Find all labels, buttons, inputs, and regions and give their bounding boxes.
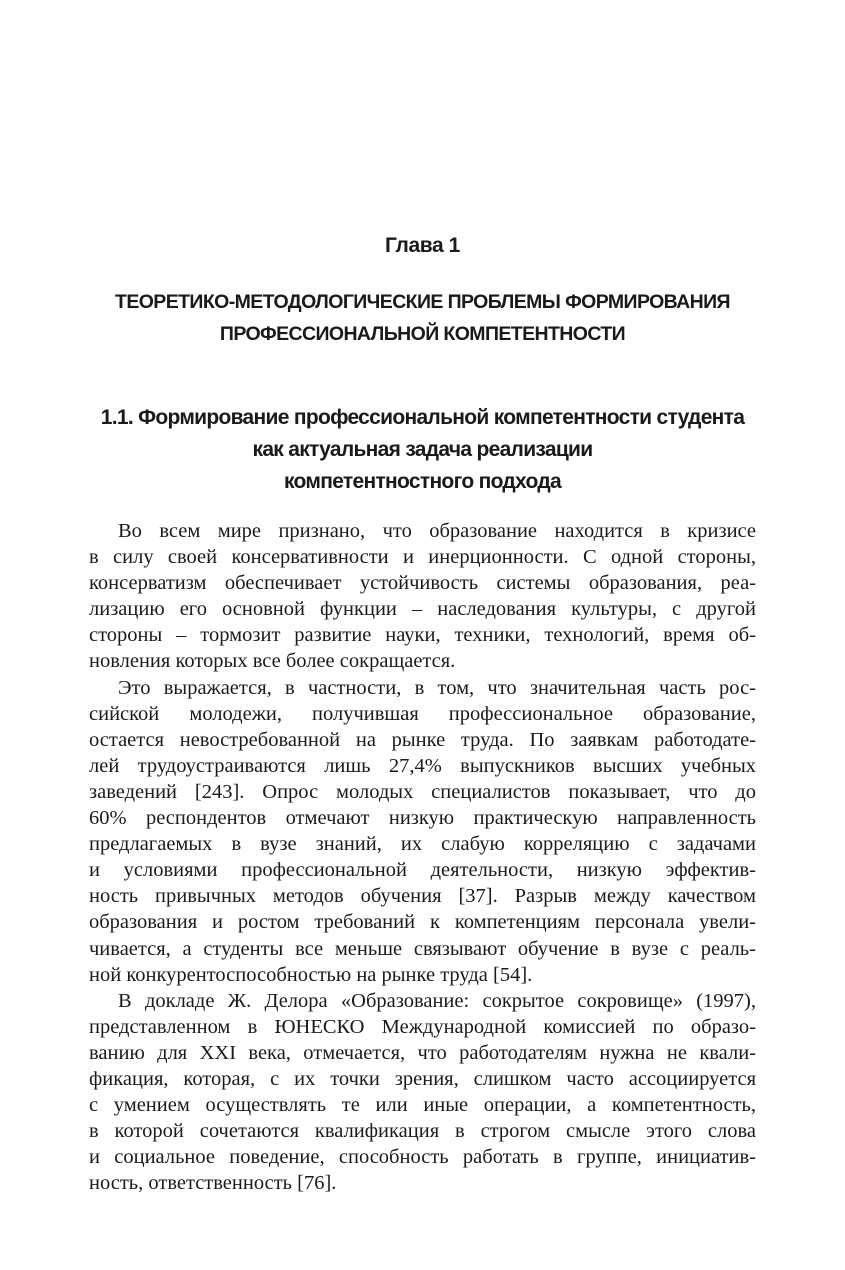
section-title <box>80 402 765 498</box>
text-line: с умением осуществлять те или иные операции, а компетентность, <box>89 1094 756 1117</box>
text-line: ванию для XXI века, отмечается, что работодателям нужна не квали- <box>89 1041 756 1064</box>
text-line: стороны – тормозит развитие науки, техники, технологий, время об- <box>89 624 756 647</box>
chapter-label: Глава 1 <box>385 234 460 257</box>
text-line: чивается, а студенты все меньше связывают обучение в вузе с реаль- <box>89 937 756 960</box>
chapter-title <box>80 286 765 350</box>
text-line: лей трудоустраиваются лишь 27,4% выпускников высших учебных <box>89 754 756 777</box>
paragraph <box>89 988 756 1197</box>
text-line: фикация, которая, с их точки зрения, слишком часто ассоциируется <box>89 1067 756 1090</box>
text-line: ной конкурентоспособностью на рынке труда [54]. <box>89 963 533 986</box>
text-line: Во всем мире признано, что образование находится в кризисе <box>118 520 756 542</box>
text-line: 60% респондентов отмечают низкую практическую направленность <box>89 807 756 830</box>
text-line: и условиями профессиональной деятельности, низкую эффектив- <box>89 859 756 882</box>
text-line: предлагаемых в вузе знаний, их слабую корреляцию с задачами <box>89 833 756 856</box>
section-title-line: компетентностного подхода <box>284 470 561 493</box>
text-line: в которой сочетаются квалификация в строгом смысле этого слова <box>89 1120 756 1143</box>
text-line: представленном в ЮНЕСКО Международной комиссией по образо- <box>89 1015 756 1038</box>
text-line: и социальное поведение, способность работать в группе, инициатив- <box>89 1146 756 1169</box>
text-line: В докладе Ж. Делора «Образование: сокрытое сокровище» (1997), <box>118 989 756 1012</box>
text-line: образования и ростом требований к компетенциям персонала увели- <box>89 911 756 934</box>
text-line: ность, ответственность [76]. <box>89 1172 337 1195</box>
text-line: консерватизм обеспечивает устойчивость системы образования, реа- <box>89 572 756 595</box>
body-text <box>89 518 756 1196</box>
text-line: Это выражается, в частности, в том, что значительная часть рос- <box>118 676 756 699</box>
text-line: заведений [243]. Опрос молодых специалистов показывает, что до <box>89 780 756 803</box>
text-line: лизацию его основной функции – наследования культуры, с другой <box>89 598 756 621</box>
text-line: ность привычных методов обучения [37]. Разрыв между качеством <box>89 885 756 908</box>
paragraph <box>89 675 756 988</box>
text-line: сийской молодежи, получившая профессиональное образование, <box>89 702 756 725</box>
text-line: в силу своей консервативности и инерционности. С одной стороны, <box>89 546 756 569</box>
section-title-line: как актуальная задача реализации <box>252 438 593 461</box>
paragraph <box>89 518 756 675</box>
chapter-title-line: ПРОФЕССИОНАЛЬНОЙ КОМПЕТЕНТНОСТИ <box>219 323 626 345</box>
chapter-title-line: ТЕОРЕТИКО-МЕТОДОЛОГИЧЕСКИЕ ПРОБЛЕМЫ ФОРМИРОВАНИЯ <box>115 291 730 313</box>
text-line: остается невостребованной на рынке труда. По заявкам работодате- <box>89 728 756 751</box>
section-title-line: 1.1. Формирование профессиональной компетентности студента <box>100 406 745 429</box>
text-line: новления которых все более сокращается. <box>89 650 456 673</box>
